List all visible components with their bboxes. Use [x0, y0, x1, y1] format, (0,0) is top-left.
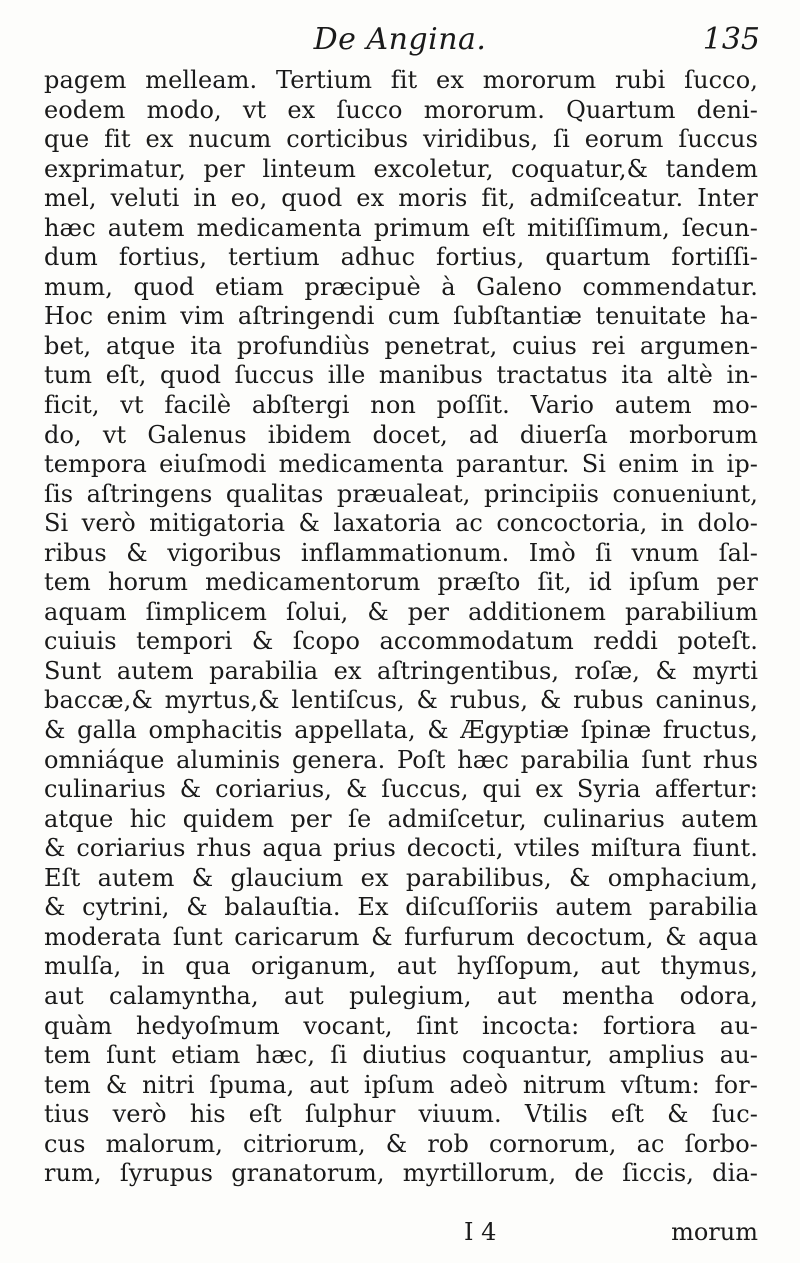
body-text	[44, 66, 758, 1189]
text-line: aquam ſimplicem ſolui, & per additionem parabilium	[44, 597, 758, 626]
text-line: ficit, vt facilè abſtergi non poſſit. Vario autem mo-	[44, 391, 758, 420]
text-line: Eſt autem & glaucium ex parabilibus, & omphacium,	[44, 863, 758, 892]
text-line: cuiuis tempori & ſcopo accommodatum reddi poteſt.	[44, 627, 758, 656]
text-line: exprimatur, per linteum excoletur, coquatur,& tandem	[44, 154, 758, 183]
text-line: que fit ex nucum corticibus viridibus, ſi eorum ſuccus	[44, 125, 758, 154]
text-line: do, vt Galenus ibidem docet, ad diuerſa morborum	[44, 420, 758, 449]
text-line: eodem modo, vt ex ſucco mororum. Quartum deni-	[44, 95, 758, 124]
text-line: culinarius & coriarius, & ſuccus, qui ex Syria affertur:	[44, 775, 758, 804]
text-line: dum fortius, tertium adhuc fortius, quartum fortiſſi-	[44, 243, 758, 272]
text-line: & cytrini, & balauſtia. Ex diſcuſſoriis autem parabilia	[44, 893, 758, 922]
text-line: & galla omphacitis appellata, & Ægyptiæ ſpinæ fructus,	[44, 716, 758, 745]
text-line: tius verò his eſt ſulphur viuum. Vtilis eſt & ſuc-	[44, 1100, 758, 1129]
page-number: 135	[702, 22, 760, 57]
text-line: hæc autem medicamenta primum eſt mitiſſimum, ſecun-	[44, 213, 758, 242]
text-line: baccæ,& myrtus,& lentiſcus, & rubus, & rubus caninus,	[44, 686, 758, 715]
text-line: Sunt autem parabilia ex aſtringentibus, roſæ, & myrti	[44, 656, 758, 685]
signature-mark: I 4	[464, 1218, 497, 1246]
text-line: cus malorum, citriorum, & rob cornorum, ac ſorbo-	[44, 1129, 758, 1158]
text-line: mel, veluti in eo, quod ex moris fit, admiſceatur. Inter	[44, 184, 758, 213]
running-head	[40, 22, 760, 62]
text-line: quàm hedyoſmum vocant, ſint incocta: fortiora au-	[44, 1011, 758, 1040]
running-title: De Angina.	[313, 22, 487, 57]
text-line: tem ſunt etiam hæc, ſi diutius coquantur, amplius au-	[44, 1041, 758, 1070]
text-line: Hoc enim vim aſtringendi cum ſubſtantiæ tenuitate ha-	[44, 302, 758, 331]
text-line: tem & nitri ſpuma, aut ipſum adeò nitrum vſtum: for-	[44, 1070, 758, 1099]
footer-line	[44, 1218, 758, 1248]
text-line: mulſa, in qua origanum, aut hyſſopum, aut thymus,	[44, 952, 758, 981]
catchword: morum	[671, 1218, 758, 1246]
text-line: aut calamyntha, aut pulegium, aut mentha odora,	[44, 981, 758, 1010]
text-line: ſis aſtringens qualitas præualeat, principiis conueniunt,	[44, 479, 758, 508]
text-line: mum, quod etiam præcipuè à Galeno commendatur.	[44, 272, 758, 301]
text-line: Si verò mitigatoria & laxatoria ac concoctoria, in dolo-	[44, 509, 758, 538]
text-line: rum, ſyrupus granatorum, myrtillorum, de ſiccis, dia-	[44, 1159, 758, 1188]
text-line: atque hic quidem per ſe admiſcetur, culinarius autem	[44, 804, 758, 833]
text-line: pagem melleam. Tertium fit ex mororum rubi ſucco,	[44, 66, 758, 94]
text-line: tem horum medicamentorum præſto ſit, id ipſum per	[44, 568, 758, 597]
text-line: & coriarius rhus aqua prius decocti, vtiles miſtura fiunt.	[44, 834, 758, 863]
text-line: ribus & vigoribus inflammationum. Imò ſi vnum ſal-	[44, 538, 758, 567]
text-line: omniáque aluminis genera. Poſt hæc parabilia ſunt rhus	[44, 745, 758, 774]
text-line: tum eſt, quod ſuccus ille manibus tractatus ita altè in-	[44, 361, 758, 390]
text-line: moderata ſunt caricarum & furfurum decoctum, & aqua	[44, 922, 758, 951]
text-line: tempora eiuſmodi medicamenta parantur. Si enim in ip-	[44, 450, 758, 479]
text-line: bet, atque ita profundiùs penetrat, cuius rei argumen-	[44, 331, 758, 360]
